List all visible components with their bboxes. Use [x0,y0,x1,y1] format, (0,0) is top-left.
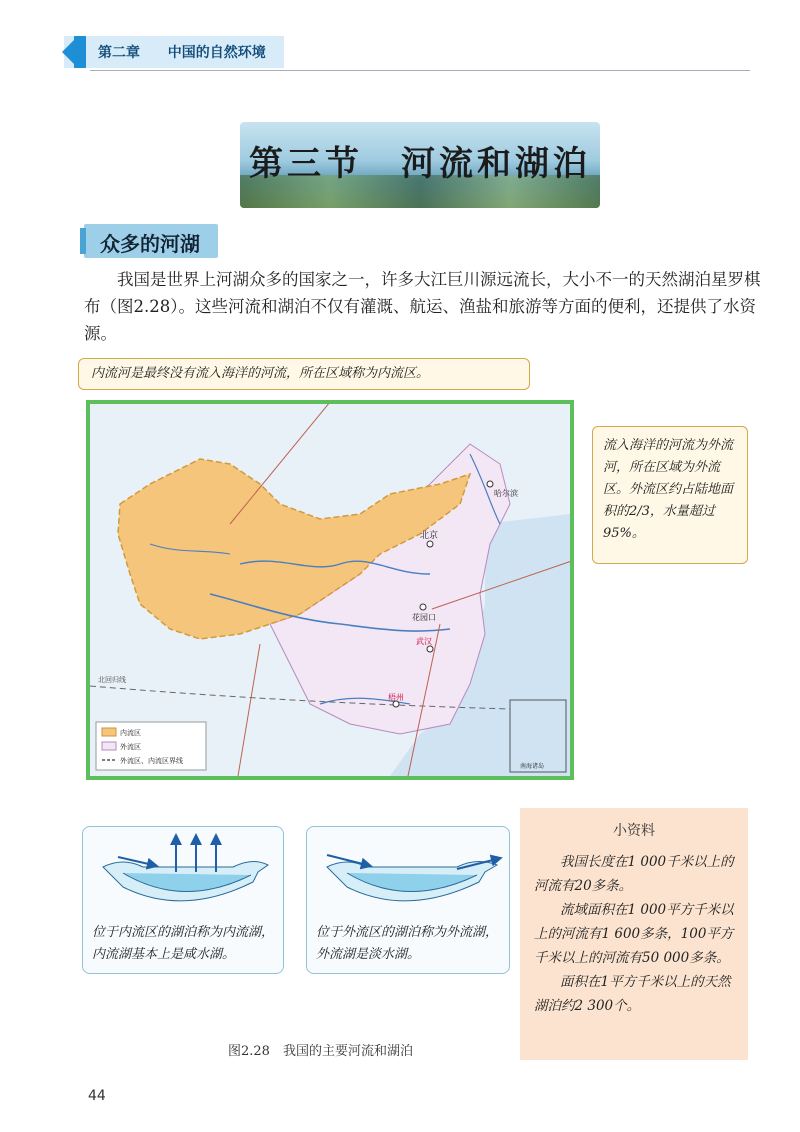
outflow-lake-caption: 位于外流区的湖泊称为外流湖，外流湖是淡水湖。 [316,925,499,962]
south-sea-inset [510,700,566,772]
note-paragraph: 我国长度在1 000千米以上的河流有20多条。 [534,854,734,894]
city-label: 哈尔滨 [494,489,518,498]
tropic-label: 北回归线 [98,676,126,684]
legend-swatch-inland [102,728,116,736]
city-label: 梧州 [388,693,404,702]
city-marker [427,541,433,547]
note-body [534,850,734,1018]
inland-lake-diagram [83,827,283,927]
city-marker [427,646,433,652]
body-paragraph: 我国是世界上河湖众多的国家之一，许多大江巨川源远流长，大小不一的天然湖泊星罗棋布（图2.28）。这些河流和湖泊不仅有灌溉、航运、渔盐和旅游等方面的便利，还提供了水资源。 [84,270,761,343]
legend-label: 外流区、内流区界线 [120,757,183,765]
callout-outflow-river: 流入海洋的河流为外流河，所在区域为外流区。外流区约占陆地面积的2/3，水量超过95%。 [592,426,748,564]
chapter-marker [74,36,86,68]
subheading-accent [80,228,86,254]
note-paragraph: 流域面积在1 000平方千米以上的河流有1 600多条，100平方千米以上的河流有50 000多条。 [534,902,734,966]
outflow-lake-diagram [307,827,509,927]
china-rivers-map [90,404,570,776]
legend-swatch-outflow [102,742,116,750]
city-label: 武汉 [416,637,432,646]
subheading: 众多的河湖 [100,232,200,256]
legend-label: 内流区 [120,729,141,737]
callout-inland-river: 内流河是最终没有流入海洋的河流，所在区域称为内流区。 [78,358,530,390]
city-marker [487,481,493,487]
note-title: 小资料 [613,823,655,839]
note-paragraph: 面积在1平方千米以上的天然湖泊约2 300个。 [534,974,731,1014]
page-number: 44 [88,1088,106,1104]
figure-caption: 图2.28 我国的主要河流和湖泊 [228,1044,413,1059]
chapter-number: 第二章 [98,45,140,61]
inland-lake-caption: 位于内流区的湖泊称为内流湖，内流湖基本上是咸水湖。 [92,925,275,962]
inset-label: 南海诸岛 [520,763,545,770]
header-divider [90,70,750,71]
section-title: 第三节 河流和湖泊 [249,144,591,184]
city-label: 北京 [420,531,439,541]
city-label: 花园口 [412,613,436,622]
legend-label: 外流区 [120,743,141,751]
chapter-label [98,42,266,62]
city-marker [420,604,426,610]
chapter-title: 中国的自然环境 [167,45,266,61]
